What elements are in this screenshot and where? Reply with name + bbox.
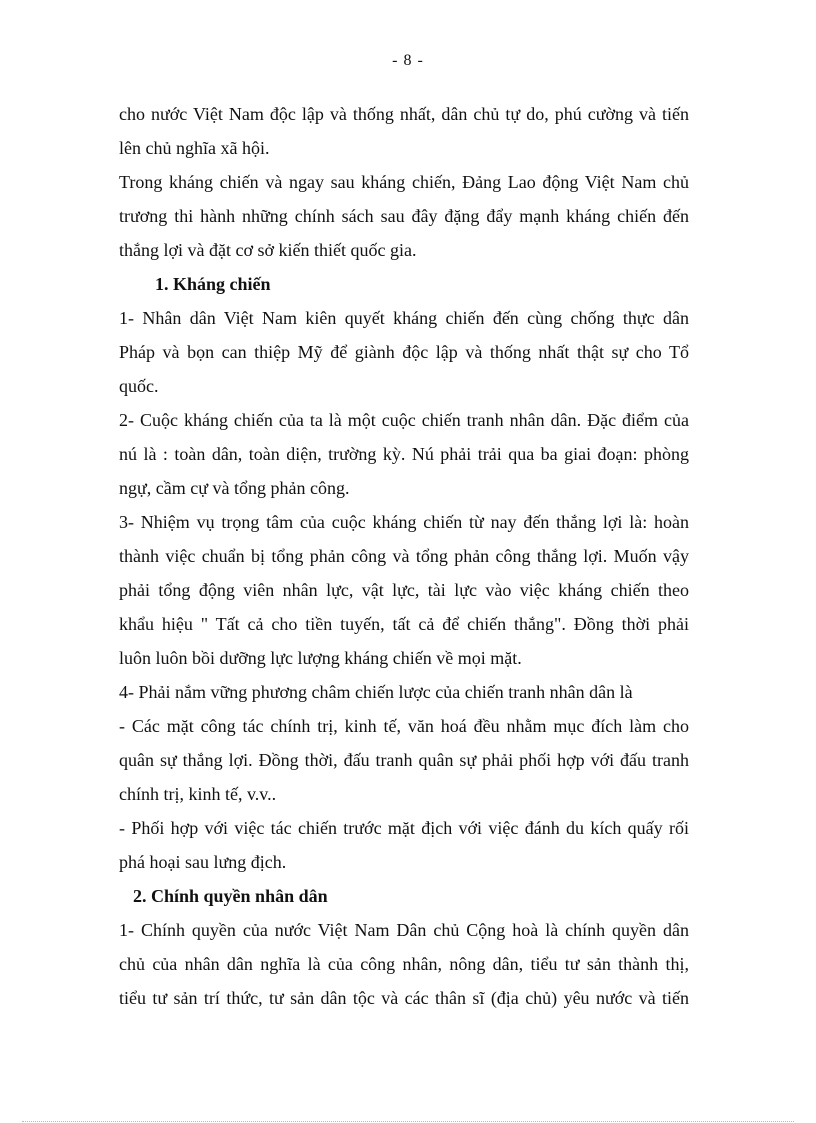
text-line: thắng lợi và đặt cơ sở kiến thiết quốc gia. — [119, 240, 417, 260]
text-line: luôn luôn bồi dưỡng lực lượng kháng chiến về mọi mặt. — [119, 648, 522, 668]
text-line: 1- Chính quyền của nước Việt Nam Dân chủ Cộng hoà là chính quyền dân — [119, 920, 689, 940]
text-line: khẩu hiệu " Tất cả cho tiền tuyến, tất cả để chiến thắng". Đồng thời phải — [119, 614, 689, 634]
text-line: chính trị, kinh tế, v.v.. — [119, 784, 277, 804]
text-line: chủ của nhân dân nghĩa là của công nhân, nông dân, tiểu tư sản thành thị, — [119, 954, 689, 974]
text-line: phá hoại sau lưng địch. — [119, 852, 287, 872]
section-heading: 1. Kháng chiến — [155, 274, 271, 294]
text-line: thành việc chuẩn bị tổng phản công và tổng phản công thắng lợi. Muốn vậy — [119, 546, 689, 566]
text-line: Pháp và bọn can thiệp Mỹ để giành độc lập và thống nhất thật sự cho Tổ — [119, 342, 689, 362]
text-line: phải tổng động viên nhân lực, vật lực, tài lực vào việc kháng chiến theo — [119, 580, 689, 600]
text-line: - Các mặt công tác chính trị, kinh tế, văn hoá đều nhằm mục đích làm cho — [119, 716, 689, 736]
text-line: tiểu tư sản trí thức, tư sản dân tộc và các thân sĩ (địa chủ) yêu nước và tiến — [119, 988, 689, 1008]
text-line: quốc. — [119, 376, 159, 396]
text-line: 4- Phải nắm vững phương châm chiến lược của chiến tranh nhân dân là — [119, 682, 633, 702]
page-number: - 8 - — [392, 52, 424, 69]
text-line: Trong kháng chiến và ngay sau kháng chiến, Đảng Lao động Việt Nam chủ — [119, 172, 689, 192]
text-line: 3- Nhiệm vụ trọng tâm của cuộc kháng chiến từ nay đến thắng lợi là: hoàn — [119, 512, 689, 532]
text-line: lên chủ nghĩa xã hội. — [119, 138, 270, 158]
text-line: - Phối hợp với việc tác chiến trước mặt địch với việc đánh du kích quấy rối — [119, 818, 689, 838]
text-line: cho nước Việt Nam độc lập và thống nhất, dân chủ tự do, phú cường và tiến — [119, 104, 689, 124]
text-line: ngự, cầm cự và tổng phản công. — [119, 478, 350, 498]
page-bottom-divider — [22, 1121, 794, 1122]
document-body — [119, 97, 689, 1015]
text-line: trương thi hành những chính sách sau đây đặng đẩy mạnh kháng chiến đến — [119, 206, 689, 226]
text-line: 2- Cuộc kháng chiến của ta là một cuộc chiến tranh nhân dân. Đặc điểm của — [119, 410, 689, 430]
text-line: quân sự thắng lợi. Đồng thời, đấu tranh quân sự phải phối hợp với đấu tranh — [119, 750, 689, 770]
text-line: nú là : toàn dân, toàn diện, trường kỳ. Nú phải trải qua ba giai đoạn: phòng — [119, 444, 689, 464]
section-heading: 2. Chính quyền nhân dân — [133, 886, 328, 906]
text-line: 1- Nhân dân Việt Nam kiên quyết kháng chiến đến cùng chống thực dân — [119, 308, 689, 328]
